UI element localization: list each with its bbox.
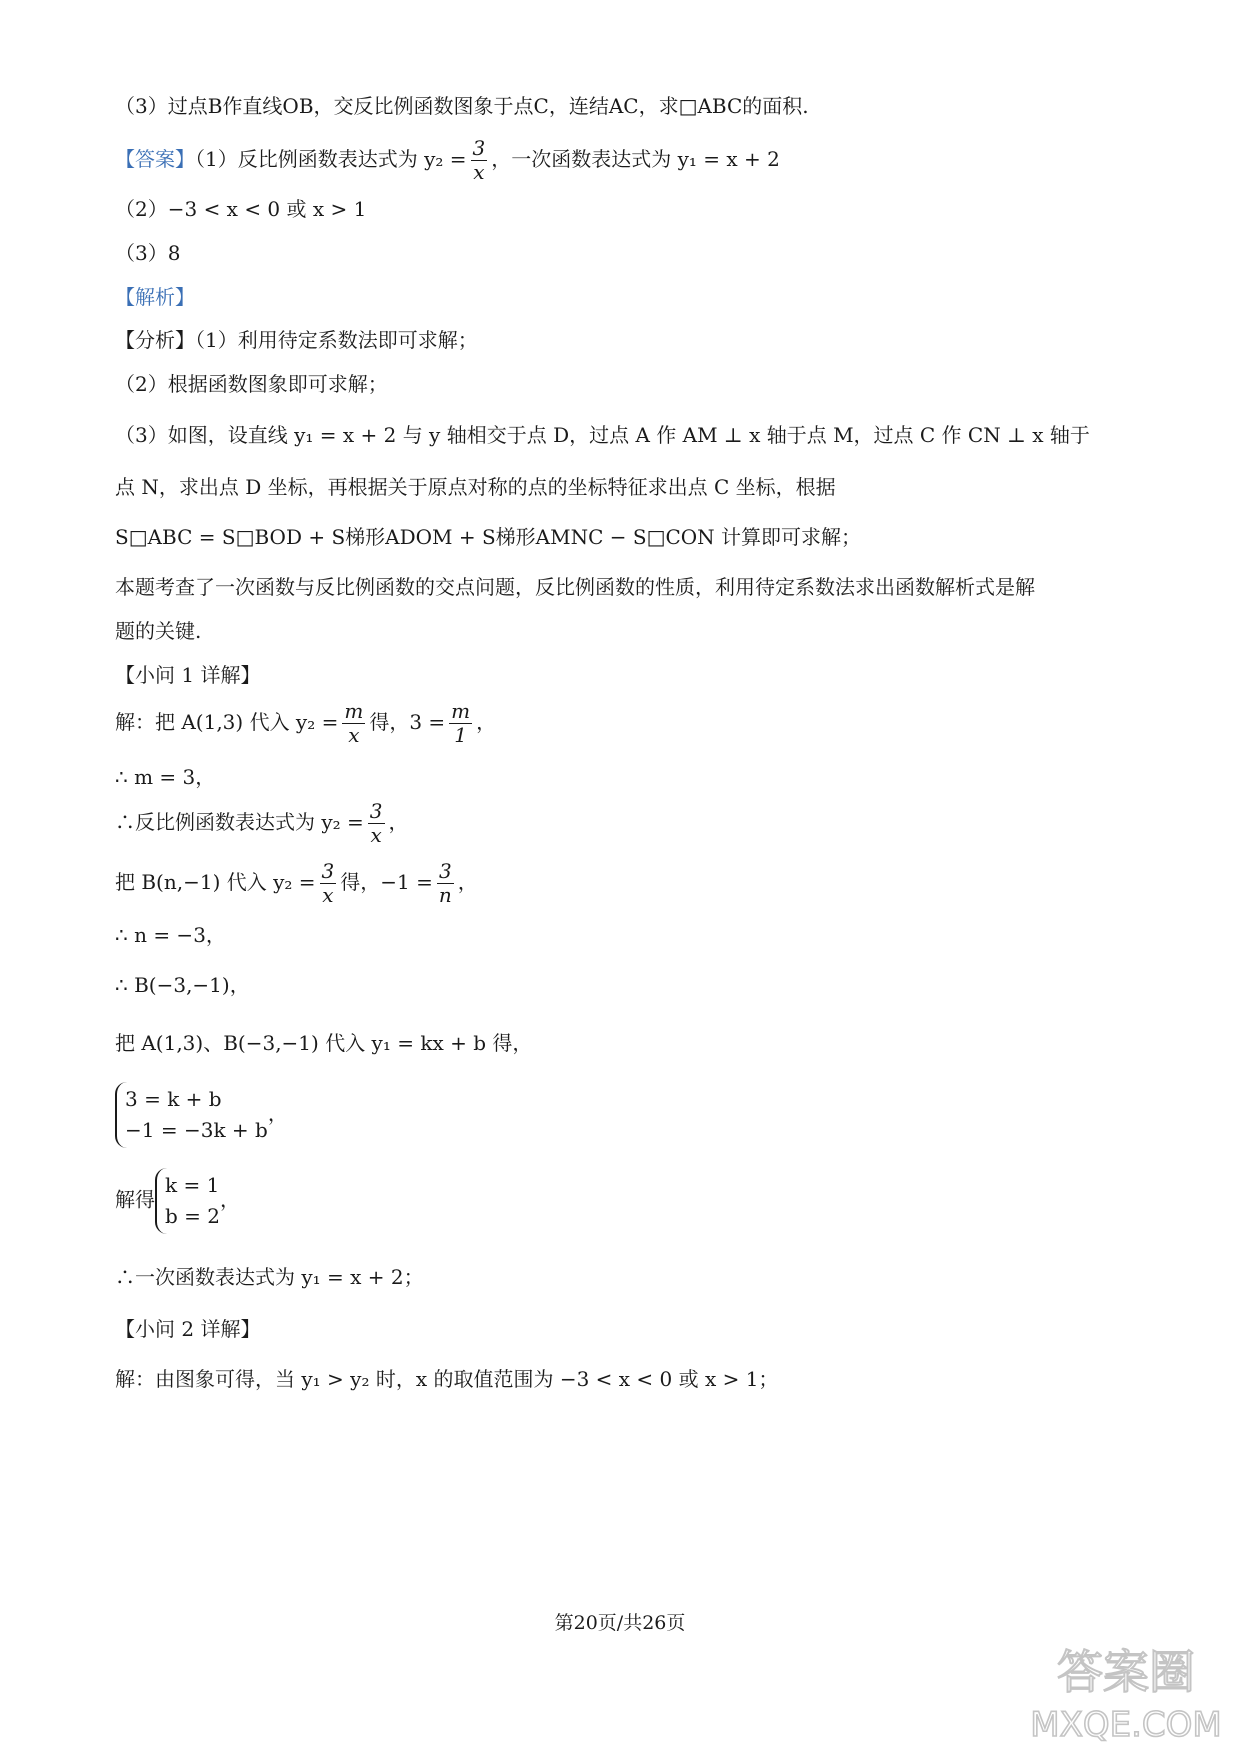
fraction-numerator: 3	[369, 799, 383, 823]
solution-4-prefix: 把 B(n,−1) 代入 y₂ =	[115, 870, 316, 894]
solution-line-10: ∴一次函数表达式为 y₁ = x + 2；	[115, 1265, 424, 1289]
solution-3-prefix: ∴反比例函数表达式为 y₂ =	[115, 810, 364, 834]
solution-line-5: ∴ n = −3，	[115, 923, 226, 947]
answer-1-prefix: （1）反比例函数表达式为 y₂ =	[195, 147, 467, 171]
watermark-logo	[1026, 1636, 1226, 1746]
answer-1-suffix: ，一次函数表达式为 y₁ = x + 2	[491, 147, 780, 171]
solution-3-suffix: ，	[388, 810, 409, 834]
note-line-1: 本题考查了一次函数与反比例函数的交点问题，反比例函数的性质，利用待定系数法求出函数解析式是解	[115, 575, 1035, 599]
solution-line-3	[115, 800, 409, 847]
system-equation-2: b = 2	[165, 1204, 220, 1228]
equation-system-2	[115, 1168, 240, 1234]
fraction-m-over-1	[449, 700, 472, 747]
analysis-line-3c: S□ABC = S□BOD + S梯形ADOM + S梯形AMNC − S□CON 计算即可求解；	[115, 525, 862, 549]
fraction-m-over-x	[342, 700, 365, 747]
watermark-text-2: MXQE.COM	[1030, 1705, 1222, 1745]
fraction-denominator: n	[438, 883, 452, 907]
subquestion-1-heading: 【小问 1 详解】	[115, 663, 261, 687]
system-equation-1: k = 1	[165, 1173, 220, 1197]
system-equation-2: −1 = −3k + b	[125, 1118, 268, 1142]
question-3: （3）过点B作直线OB，交反比例函数图象于点C，连结AC，求□ABC的面积.	[115, 94, 809, 118]
solution-1-suffix: ，	[476, 710, 497, 734]
note-line-2: 题的关键.	[115, 619, 202, 643]
solution-line-6: ∴ B(−3,−1)，	[115, 973, 250, 997]
fraction-denominator: x	[348, 723, 360, 747]
system-2-suffix: ，	[220, 1187, 240, 1212]
answer-tag: 【答案】	[115, 147, 195, 171]
analysis-line-3b: 点 N，求出点 D 坐标，再根据关于原点对称的点的坐标特征求出点 C 坐标，根据	[115, 475, 836, 499]
page-number: 第20页/共26页	[554, 1612, 686, 1634]
watermark-text-1: 答案圈	[1057, 1645, 1195, 1699]
fraction-denominator: 1	[454, 723, 468, 747]
fraction-3-over-n	[437, 860, 454, 907]
system-1-suffix: ，	[267, 1101, 288, 1126]
fraction-numerator: m	[344, 699, 364, 723]
solution-line-2: ∴ m = 3，	[115, 765, 216, 789]
solution-4-middle: 得，−1 =	[340, 870, 433, 894]
solution-4-suffix: ，	[457, 870, 478, 894]
solution-1-middle: 得，3 =	[369, 710, 446, 734]
fraction-denominator: x	[370, 823, 382, 847]
analysis-line-3a: （3）如图，设直线 y₁ = x + 2 与 y 轴相交于点 D，过点 A 作 AM ⊥ x 轴于点 M，过点 C 作 CN ⊥ x 轴于	[115, 423, 1090, 447]
system-brace	[155, 1168, 220, 1234]
answer-line-2: （2）−3 < x < 0 或 x > 1	[115, 197, 367, 221]
fraction-denominator: x	[322, 883, 334, 907]
analysis-line-2: （2）根据函数图象即可求解；	[115, 372, 388, 396]
fraction-numerator: 3	[472, 136, 486, 160]
solution-line-7: 把 A(1,3)、B(−3,−1) 代入 y₁ = kx + b 得，	[115, 1031, 533, 1055]
system-brace	[115, 1082, 268, 1148]
fraction-3-over-x	[471, 137, 488, 184]
system-equation-1: 3 = k + b	[125, 1087, 222, 1111]
subquestion-2-heading: 【小问 2 详解】	[115, 1317, 261, 1341]
solution-9-prefix: 解得	[115, 1187, 155, 1212]
solution-line-1	[115, 700, 496, 747]
answer-line-3: （3）8	[115, 241, 181, 265]
fraction-3-over-x	[368, 800, 385, 847]
fraction-denominator: x	[473, 160, 485, 184]
solution-line-4	[115, 860, 478, 907]
analysis-line-1: 【分析】（1）利用待定系数法即可求解；	[115, 328, 478, 352]
fraction-numerator: m	[451, 699, 471, 723]
answer-line-1	[115, 137, 780, 184]
fraction-numerator: 3	[437, 860, 454, 884]
analysis-tag: 【解析】	[115, 285, 195, 309]
fraction-numerator: 3	[321, 859, 335, 883]
fraction-3-over-x	[320, 860, 337, 907]
solution-1-prefix: 解：把 A(1,3) 代入 y₂ =	[115, 710, 339, 734]
solution-line-11: 解：由图象可得，当 y₁ > y₂ 时，x 的取值范围为 −3 < x < 0 或 x > 1；	[115, 1367, 779, 1391]
equation-system-1	[115, 1082, 288, 1148]
